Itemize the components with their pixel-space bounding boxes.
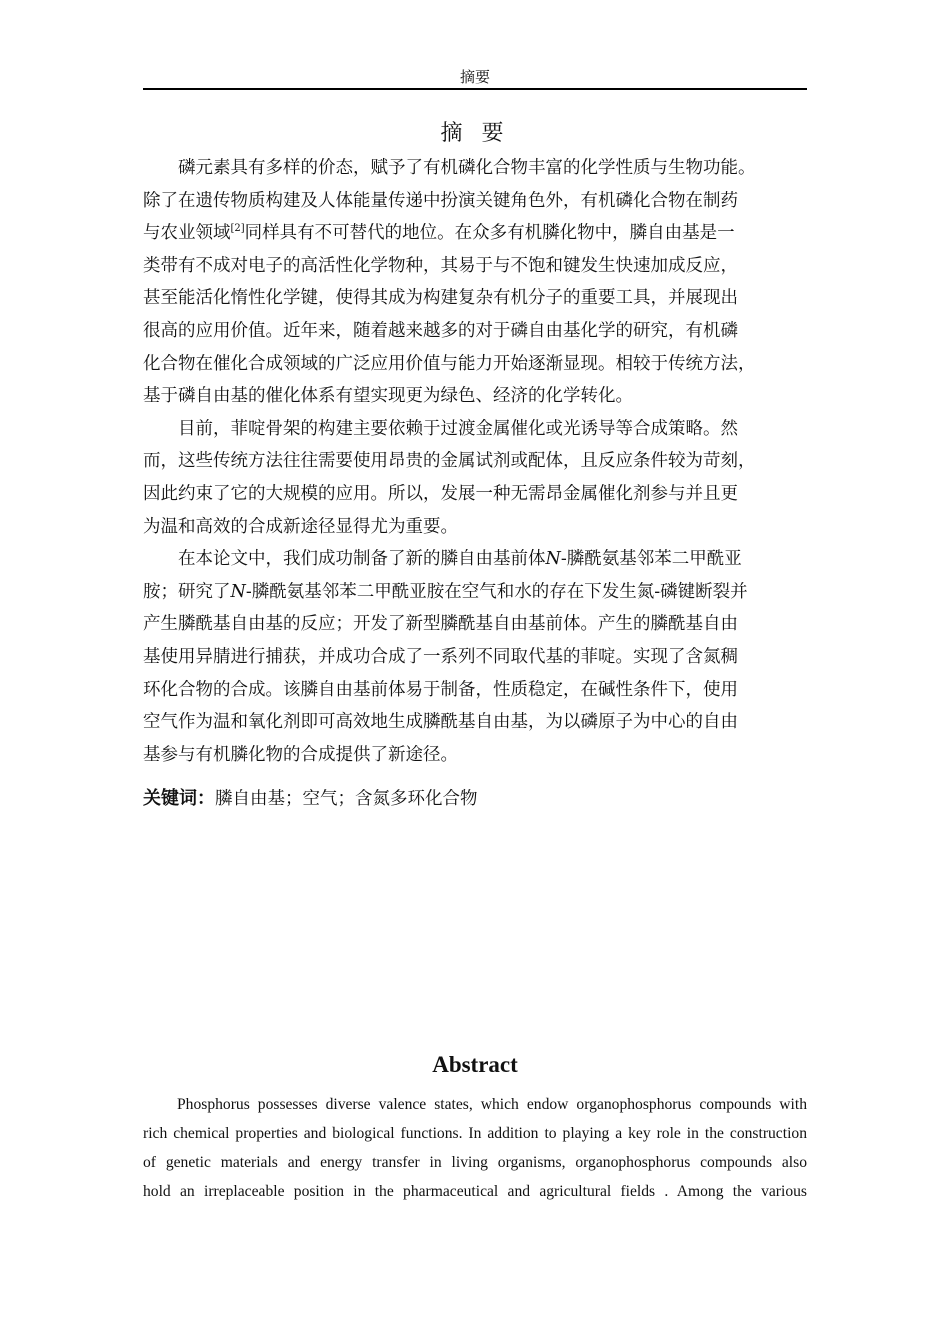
chinese-abstract-title: 摘 要	[440, 121, 510, 146]
text-line	[143, 217, 807, 250]
text-span: 同样具有不可替代的地位。在众多有机膦化物中，膦自由基是一	[244, 223, 735, 244]
italic-n: N	[230, 581, 246, 602]
paragraph-3	[143, 543, 807, 576]
text-line	[143, 576, 807, 609]
text-line: Phosphorus possesses diverse valence states, which endow organophosphorus compounds with	[177, 1096, 807, 1113]
text-line: 很高的应用价值。近年来，随着越来越多的对于磷自由基化学的研究，有机磷	[143, 320, 738, 341]
text-line: 目前，菲啶骨架的构建主要依赖于过渡金属催化或光诱导等合成策略。然	[178, 418, 738, 439]
text-line: of genetic materials and energy transfer in living organisms, organophosphorus compounds also	[143, 1154, 807, 1171]
text-line: 甚至能活化惰性化学键，使得其成为构建复杂有机分子的重要工具，并展现出	[143, 288, 738, 309]
text-span: 与农业领域	[143, 223, 231, 244]
text-line: rich chemical properties and biological functions. In addition to playing a key role in the construction	[143, 1125, 807, 1142]
text-line: 基参与有机膦化物的合成提供了新途径。	[143, 744, 458, 765]
keywords	[143, 785, 807, 813]
text-line: 类带有不成对电子的高活性化学物种，其易于与不饱和键发生快速加成反应，	[143, 255, 738, 276]
text-line: 环化合物的合成。该膦自由基前体易于制备，性质稳定，在碱性条件下，使用	[143, 679, 738, 700]
text-line: 空气作为温和氧化剂即可高效地生成膦酰基自由基，为以磷原子为中心的自由	[143, 712, 738, 733]
english-abstract-body	[143, 1090, 807, 1206]
text-line	[143, 543, 807, 576]
text-line: 为温和高效的合成新途径显得尤为重要。	[143, 516, 458, 537]
running-header: 摘要	[459, 68, 490, 86]
citation-ref: [2]	[230, 223, 245, 235]
text-line: 因此约束了它的大规模的应用。所以，发展一种无需昂金属催化剂参与并且更	[143, 483, 738, 504]
header-rule	[143, 88, 807, 90]
text-line: 除了在遗传物质构建及人体能量传递中扮演关键角色外，有机磷化合物在制药	[143, 190, 738, 211]
text-line: 基使用异腈进行捕获，并成功合成了一系列不同取代基的菲啶。实现了含氮稠	[143, 646, 738, 667]
keywords-list: 膦自由基；空气；含氮多环化合物	[215, 789, 478, 809]
italic-n: N	[545, 549, 561, 570]
paragraph-2	[143, 413, 807, 446]
text-span: -膦酰氨基邻苯二甲酰亚胺在空气和水的存在下发生氮-磷键断裂并	[245, 581, 748, 602]
text-line: 磷元素具有多样的价态，赋予了有机磷化合物丰富的化学性质与生物功能。	[178, 158, 756, 178]
chinese-abstract-body	[143, 152, 807, 771]
text-line: hold an irreplaceable position in the pharmaceutical and agricultural fields . Among the various	[143, 1183, 807, 1200]
text-line: 产生膦酰基自由基的反应；开发了新型膦酰基自由基前体。产生的膦酰基自由	[143, 614, 738, 635]
english-abstract-title: Abstract	[432, 1052, 518, 1077]
text-line: 而，这些传统方法往往需要使用昂贵的金属试剂或配体，且反应条件较为苛刻，	[143, 451, 756, 472]
text-line: 基于磷自由基的催化体系有望实现更为绿色、经济的化学转化。	[143, 386, 633, 407]
text-line: 化合物在催化合成领域的广泛应用价值与能力开始逐渐显现。相较于传统方法，	[143, 353, 756, 374]
text-span: -膦酰氨基邻苯二甲酰亚	[560, 549, 742, 570]
text-span: 在本论文中，我们成功制备了新的膦自由基前体	[178, 549, 546, 570]
paragraph-1	[143, 152, 807, 185]
text-span: 胺；研究了	[143, 581, 231, 602]
keywords-label: 关键词：	[143, 788, 215, 809]
